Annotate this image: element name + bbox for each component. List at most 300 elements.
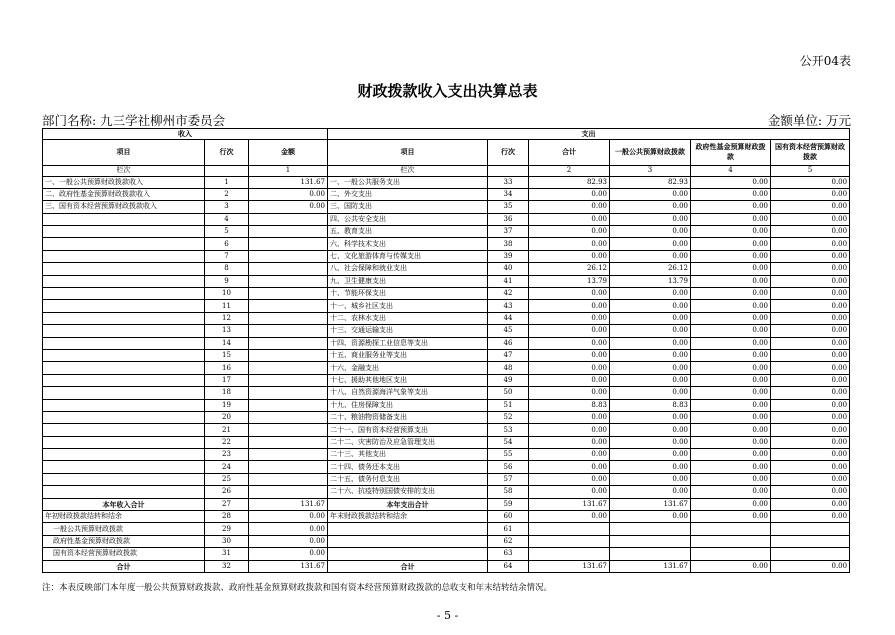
table-row <box>43 387 850 399</box>
income-line-no: 22 <box>205 436 249 448</box>
income-header: 收入 <box>43 129 328 140</box>
expense-state-capital: 0.00 <box>771 188 850 200</box>
expense-line-no: 52 <box>488 411 529 423</box>
expense-state-capital: 0.00 <box>771 213 850 225</box>
carry-expense-gov-fund: 0.00 <box>691 511 771 523</box>
expense-total: 8.83 <box>529 399 610 411</box>
expense-total: 0.00 <box>529 238 610 250</box>
expense-item: 十二、农林水支出 <box>328 312 488 324</box>
income-line-no: 7 <box>205 250 249 262</box>
expense-total: 0.00 <box>529 349 610 361</box>
income-line-no: 8 <box>205 263 249 275</box>
page-number: - 5 - <box>436 609 459 622</box>
expense-total: 0.00 <box>529 226 610 238</box>
expense-gov-fund: 0.00 <box>691 461 771 473</box>
carry-expense-total <box>529 523 610 535</box>
expense-line-no: 51 <box>488 399 529 411</box>
income-amount <box>249 486 328 498</box>
expense-gov-fund: 0.00 <box>691 337 771 349</box>
carry-expense-total <box>529 535 610 547</box>
income-line-no: 1 <box>205 176 249 188</box>
expense-total: 0.00 <box>529 461 610 473</box>
expense-line-no: 50 <box>488 387 529 399</box>
expense-total: 0.00 <box>529 424 610 436</box>
expense-total: 0.00 <box>529 312 610 324</box>
expense-state-capital: 0.00 <box>771 449 850 461</box>
grand-total-state-capital: 0.00 <box>771 560 850 572</box>
expense-general: 82.93 <box>610 176 691 188</box>
income-amount <box>249 213 328 225</box>
expense-line-no: 56 <box>488 461 529 473</box>
expense-item: 八、社会保障和就业支出 <box>328 263 488 275</box>
expense-state-capital: 0.00 <box>771 226 850 238</box>
carry-expense-item <box>328 548 488 560</box>
expense-total: 0.00 <box>529 288 610 300</box>
budget-table <box>42 128 850 573</box>
table-row <box>43 449 850 461</box>
income-total-amount: 131.67 <box>249 498 328 510</box>
carry-income-item: 政府性基金预算财政拨款 <box>43 535 205 547</box>
carry-expense-line: 63 <box>488 548 529 560</box>
income-amount: 0.00 <box>249 188 328 200</box>
carry-expense-gov-fund <box>691 535 771 547</box>
expense-state-capital: 0.00 <box>771 349 850 361</box>
expense-state-capital: 0.00 <box>771 201 850 213</box>
expense-total: 0.00 <box>529 325 610 337</box>
expense-item: 十一、城乡社区支出 <box>328 300 488 312</box>
expense-gov-fund: 0.00 <box>691 263 771 275</box>
table-row <box>43 399 850 411</box>
table-row <box>43 362 850 374</box>
carry-income-amount: 0.00 <box>249 511 328 523</box>
expense-item: 十五、商业服务业等支出 <box>328 349 488 361</box>
income-line-no: 16 <box>205 362 249 374</box>
expense-gov-fund: 0.00 <box>691 349 771 361</box>
table-row <box>43 176 850 188</box>
carry-row <box>43 535 850 547</box>
grand-total-right-label: 合计 <box>328 560 488 572</box>
expense-state-capital: 0.00 <box>771 300 850 312</box>
expense-state-capital: 0.00 <box>771 312 850 324</box>
income-item <box>43 436 205 448</box>
income-amount <box>249 263 328 275</box>
expense-line-no: 37 <box>488 226 529 238</box>
expense-total: 0.00 <box>529 436 610 448</box>
expense-state-capital: 0.00 <box>771 436 850 448</box>
col-number-3: 3 <box>610 165 691 176</box>
expense-state-capital: 0.00 <box>771 461 850 473</box>
table-row <box>43 213 850 225</box>
expense-item: 二十、粮油物资储备支出 <box>328 411 488 423</box>
col-header-amount: 金额 <box>249 139 328 165</box>
income-item <box>43 238 205 250</box>
carry-income-amount: 0.00 <box>249 535 328 547</box>
income-item <box>43 349 205 361</box>
expense-line-no: 36 <box>488 213 529 225</box>
expense-line-no: 43 <box>488 300 529 312</box>
expense-item: 三、国防支出 <box>328 201 488 213</box>
expense-gov-fund: 0.00 <box>691 238 771 250</box>
col-number-5: 5 <box>771 165 850 176</box>
expense-state-capital: 0.00 <box>771 411 850 423</box>
income-amount <box>249 473 328 485</box>
table-row <box>43 263 850 275</box>
expense-total: 82.93 <box>529 176 610 188</box>
expense-general: 0.00 <box>610 238 691 250</box>
col-number-4: 4 <box>691 165 771 176</box>
expense-line-no: 42 <box>488 288 529 300</box>
expense-item: 十、节能环保支出 <box>328 288 488 300</box>
income-line-no: 4 <box>205 213 249 225</box>
income-amount <box>249 436 328 448</box>
income-line-no: 15 <box>205 349 249 361</box>
income-item <box>43 399 205 411</box>
expense-item: 七、文化旅游体育与传媒支出 <box>328 250 488 262</box>
expense-gov-fund: 0.00 <box>691 288 771 300</box>
income-amount <box>249 226 328 238</box>
expense-line-no: 54 <box>488 436 529 448</box>
income-line-no: 17 <box>205 374 249 386</box>
expense-total: 0.00 <box>529 188 610 200</box>
expense-state-capital: 0.00 <box>771 176 850 188</box>
department-label: 部门名称: 九三学社柳州市委员会 <box>42 113 226 128</box>
carry-expense-general <box>610 523 691 535</box>
expense-line-no: 57 <box>488 473 529 485</box>
income-line-no: 11 <box>205 300 249 312</box>
carry-income-line: 31 <box>205 548 249 560</box>
income-amount: 0.00 <box>249 201 328 213</box>
income-item <box>43 300 205 312</box>
expense-general: 0.00 <box>610 449 691 461</box>
expense-total: 0.00 <box>529 486 610 498</box>
income-amount <box>249 399 328 411</box>
income-item: 三、国有资本经营预算财政拨款收入 <box>43 201 205 213</box>
income-line-no: 26 <box>205 486 249 498</box>
grand-total-left-label: 合计 <box>43 560 205 572</box>
carry-row <box>43 548 850 560</box>
expense-general: 0.00 <box>610 300 691 312</box>
expense-state-capital: 0.00 <box>771 275 850 287</box>
income-amount <box>249 349 328 361</box>
expense-line-no: 39 <box>488 250 529 262</box>
expense-total-gov-fund: 0.00 <box>691 498 771 510</box>
carry-row <box>43 523 850 535</box>
carry-expense-general: 0.00 <box>610 511 691 523</box>
expense-total: 0.00 <box>529 250 610 262</box>
expense-item: 十三、交通运输支出 <box>328 325 488 337</box>
table-row <box>43 486 850 498</box>
expense-item: 二十三、其他支出 <box>328 449 488 461</box>
income-line-no: 3 <box>205 201 249 213</box>
expense-line-no: 38 <box>488 238 529 250</box>
income-item <box>43 461 205 473</box>
expense-state-capital: 0.00 <box>771 399 850 411</box>
income-line-no: 6 <box>205 238 249 250</box>
carry-expense-state-capital <box>771 548 850 560</box>
expense-line-no: 48 <box>488 362 529 374</box>
col-number-2: 2 <box>529 165 610 176</box>
income-amount <box>249 250 328 262</box>
income-line-no: 21 <box>205 424 249 436</box>
expense-state-capital: 0.00 <box>771 263 850 275</box>
expense-state-capital: 0.00 <box>771 250 850 262</box>
table-row <box>43 201 850 213</box>
expense-general: 0.00 <box>610 387 691 399</box>
table-row <box>43 473 850 485</box>
empty-cell <box>488 165 529 176</box>
expense-gov-fund: 0.00 <box>691 176 771 188</box>
expense-line-no: 45 <box>488 325 529 337</box>
unit-label: 金额单位: 万元 <box>767 113 851 128</box>
expense-gov-fund: 0.00 <box>691 486 771 498</box>
carry-expense-item <box>328 535 488 547</box>
expense-item: 二、外交支出 <box>328 188 488 200</box>
expense-gov-fund: 0.00 <box>691 312 771 324</box>
expense-total: 0.00 <box>529 337 610 349</box>
expense-general: 0.00 <box>610 486 691 498</box>
expense-gov-fund: 0.00 <box>691 226 771 238</box>
expense-line-no: 55 <box>488 449 529 461</box>
footnote: 注：本表反映部门本年度一般公共预算财政拨款、政府性基金预算财政拨款和国有资本经营预算财政拨款的总收支和年末结转结余情况。 <box>42 583 553 593</box>
expense-total-label: 本年支出合计 <box>328 498 488 510</box>
table-row <box>43 349 850 361</box>
expense-item: 二十四、债务还本支出 <box>328 461 488 473</box>
income-line-no: 24 <box>205 461 249 473</box>
income-amount <box>249 387 328 399</box>
carry-expense-gov-fund <box>691 523 771 535</box>
expense-total: 0.00 <box>529 449 610 461</box>
grand-total-general: 131.67 <box>610 560 691 572</box>
income-line-no: 25 <box>205 473 249 485</box>
carry-income-item: 一般公共预算财政拨款 <box>43 523 205 535</box>
income-amount <box>249 325 328 337</box>
carry-expense-state-capital: 0.00 <box>771 511 850 523</box>
expense-state-capital: 0.00 <box>771 486 850 498</box>
expense-item: 五、教育支出 <box>328 226 488 238</box>
income-item <box>43 312 205 324</box>
grand-total-left-line: 32 <box>205 560 249 572</box>
income-item <box>43 387 205 399</box>
expense-total: 0.00 <box>529 213 610 225</box>
carry-row <box>43 511 850 523</box>
expense-state-capital: 0.00 <box>771 238 850 250</box>
carry-income-line: 28 <box>205 511 249 523</box>
expense-gov-fund: 0.00 <box>691 374 771 386</box>
income-item <box>43 374 205 386</box>
expense-general: 0.00 <box>610 362 691 374</box>
expense-line-no: 47 <box>488 349 529 361</box>
grand-total-row <box>43 560 850 572</box>
income-item <box>43 213 205 225</box>
income-item <box>43 250 205 262</box>
expense-state-capital: 0.00 <box>771 337 850 349</box>
expense-item: 十九、住房保障支出 <box>328 399 488 411</box>
income-item <box>43 337 205 349</box>
expense-item: 二十六、抗疫特别国债安排的支出 <box>328 486 488 498</box>
expense-total-state-capital: 0.00 <box>771 498 850 510</box>
expense-line-no: 58 <box>488 486 529 498</box>
expense-general: 26.12 <box>610 263 691 275</box>
income-amount <box>249 461 328 473</box>
table-title: 财政拨款收入支出决算总表 <box>357 82 538 100</box>
grand-total-left-amount: 131.67 <box>249 560 328 572</box>
expense-line-no: 34 <box>488 188 529 200</box>
lanci-left: 栏次 <box>43 165 205 176</box>
expense-gov-fund: 0.00 <box>691 387 771 399</box>
expense-item: 九、卫生健康支出 <box>328 275 488 287</box>
expense-line-no: 40 <box>488 263 529 275</box>
expense-state-capital: 0.00 <box>771 325 850 337</box>
expense-line-no: 44 <box>488 312 529 324</box>
income-item <box>43 473 205 485</box>
carry-expense-line: 61 <box>488 523 529 535</box>
expense-item: 十六、金融支出 <box>328 362 488 374</box>
expense-gov-fund: 0.00 <box>691 300 771 312</box>
expense-general: 0.00 <box>610 226 691 238</box>
table-row <box>43 424 850 436</box>
table-row <box>43 436 850 448</box>
income-amount <box>249 312 328 324</box>
col-header-item: 项目 <box>43 139 205 165</box>
expense-item: 六、科学技术支出 <box>328 238 488 250</box>
income-amount <box>249 337 328 349</box>
expense-general: 0.00 <box>610 213 691 225</box>
col-header-general: 一般公共预算财政拨款 <box>610 139 691 165</box>
expense-gov-fund: 0.00 <box>691 325 771 337</box>
income-amount <box>249 288 328 300</box>
expense-total: 0.00 <box>529 387 610 399</box>
carry-expense-line: 60 <box>488 511 529 523</box>
expense-gov-fund: 0.00 <box>691 411 771 423</box>
table-row <box>43 374 850 386</box>
expense-item: 十八、自然资源海洋气象等支出 <box>328 387 488 399</box>
col-header-state-capital: 国有资本经营预算财政拨款 <box>771 139 850 165</box>
table-row <box>43 300 850 312</box>
carry-income-item: 年初财政拨款结转和结余 <box>43 511 205 523</box>
expense-gov-fund: 0.00 <box>691 436 771 448</box>
income-total-label: 本年收入合计 <box>43 498 205 510</box>
expense-gov-fund: 0.00 <box>691 362 771 374</box>
carry-expense-general <box>610 535 691 547</box>
income-amount <box>249 374 328 386</box>
expense-general: 0.00 <box>610 201 691 213</box>
carry-expense-total: 0.00 <box>529 511 610 523</box>
expense-gov-fund: 0.00 <box>691 424 771 436</box>
expense-general: 8.83 <box>610 399 691 411</box>
expense-general: 0.00 <box>610 188 691 200</box>
expense-state-capital: 0.00 <box>771 288 850 300</box>
grand-total-right-line: 64 <box>488 560 529 572</box>
expense-gov-fund: 0.00 <box>691 473 771 485</box>
expense-general: 0.00 <box>610 436 691 448</box>
lanci-right: 栏次 <box>328 165 488 176</box>
expense-state-capital: 0.00 <box>771 473 850 485</box>
expense-general: 0.00 <box>610 288 691 300</box>
expense-general: 0.00 <box>610 312 691 324</box>
income-item <box>43 288 205 300</box>
expense-item: 二十五、债务付息支出 <box>328 473 488 485</box>
col-header-item2: 项目 <box>328 139 488 165</box>
income-item <box>43 449 205 461</box>
expense-gov-fund: 0.00 <box>691 201 771 213</box>
expense-line-no: 46 <box>488 337 529 349</box>
income-item: 二、政府性基金预算财政拨款收入 <box>43 188 205 200</box>
expense-gov-fund: 0.00 <box>691 449 771 461</box>
table-row <box>43 238 850 250</box>
income-amount <box>249 411 328 423</box>
expense-total: 26.12 <box>529 263 610 275</box>
income-line-no: 14 <box>205 337 249 349</box>
income-item <box>43 263 205 275</box>
grand-total-gov-fund: 0.00 <box>691 560 771 572</box>
table-row <box>43 461 850 473</box>
carry-income-line: 30 <box>205 535 249 547</box>
expense-line-no: 35 <box>488 201 529 213</box>
expense-item: 一、一般公共服务支出 <box>328 176 488 188</box>
grand-total-total: 131.67 <box>529 560 610 572</box>
income-line-no: 10 <box>205 288 249 300</box>
carry-expense-state-capital <box>771 523 850 535</box>
income-line-no: 18 <box>205 387 249 399</box>
expense-total-line: 59 <box>488 498 529 510</box>
income-amount <box>249 275 328 287</box>
income-amount <box>249 362 328 374</box>
expense-gov-fund: 0.00 <box>691 275 771 287</box>
carry-income-line: 29 <box>205 523 249 535</box>
col-header-line2: 行次 <box>488 139 529 165</box>
expense-total-general: 131.67 <box>610 498 691 510</box>
col-header-gov-fund: 政府性基金预算财政拨款 <box>691 139 771 165</box>
expense-general: 0.00 <box>610 473 691 485</box>
expense-total: 0.00 <box>529 374 610 386</box>
expense-line-no: 53 <box>488 424 529 436</box>
expense-gov-fund: 0.00 <box>691 399 771 411</box>
carry-expense-item <box>328 523 488 535</box>
income-amount <box>249 449 328 461</box>
carry-expense-general <box>610 548 691 560</box>
income-line-no: 23 <box>205 449 249 461</box>
table-row <box>43 188 850 200</box>
expense-general: 0.00 <box>610 424 691 436</box>
expense-general: 0.00 <box>610 349 691 361</box>
income-line-no: 13 <box>205 325 249 337</box>
expense-total: 13.79 <box>529 275 610 287</box>
income-total-line: 27 <box>205 498 249 510</box>
form-number: 公开04表 <box>799 54 851 68</box>
carry-income-amount: 0.00 <box>249 548 328 560</box>
income-item <box>43 362 205 374</box>
empty-cell <box>205 165 249 176</box>
table-row <box>43 337 850 349</box>
expense-general: 0.00 <box>610 337 691 349</box>
expense-item: 四、公共安全支出 <box>328 213 488 225</box>
expense-item: 二十二、灾害防治及应急管理支出 <box>328 436 488 448</box>
carry-expense-total <box>529 548 610 560</box>
expense-total-total: 131.67 <box>529 498 610 510</box>
table-row <box>43 250 850 262</box>
carry-expense-state-capital <box>771 535 850 547</box>
expense-item: 二十一、国有资本经营预算支出 <box>328 424 488 436</box>
expense-general: 0.00 <box>610 461 691 473</box>
expense-total: 0.00 <box>529 411 610 423</box>
expense-item: 十四、资源勘探工业信息等支出 <box>328 337 488 349</box>
income-amount <box>249 424 328 436</box>
table-row <box>43 325 850 337</box>
income-line-no: 20 <box>205 411 249 423</box>
expense-total: 0.00 <box>529 300 610 312</box>
expense-header: 支出 <box>328 129 850 140</box>
col-number-1: 1 <box>249 165 328 176</box>
